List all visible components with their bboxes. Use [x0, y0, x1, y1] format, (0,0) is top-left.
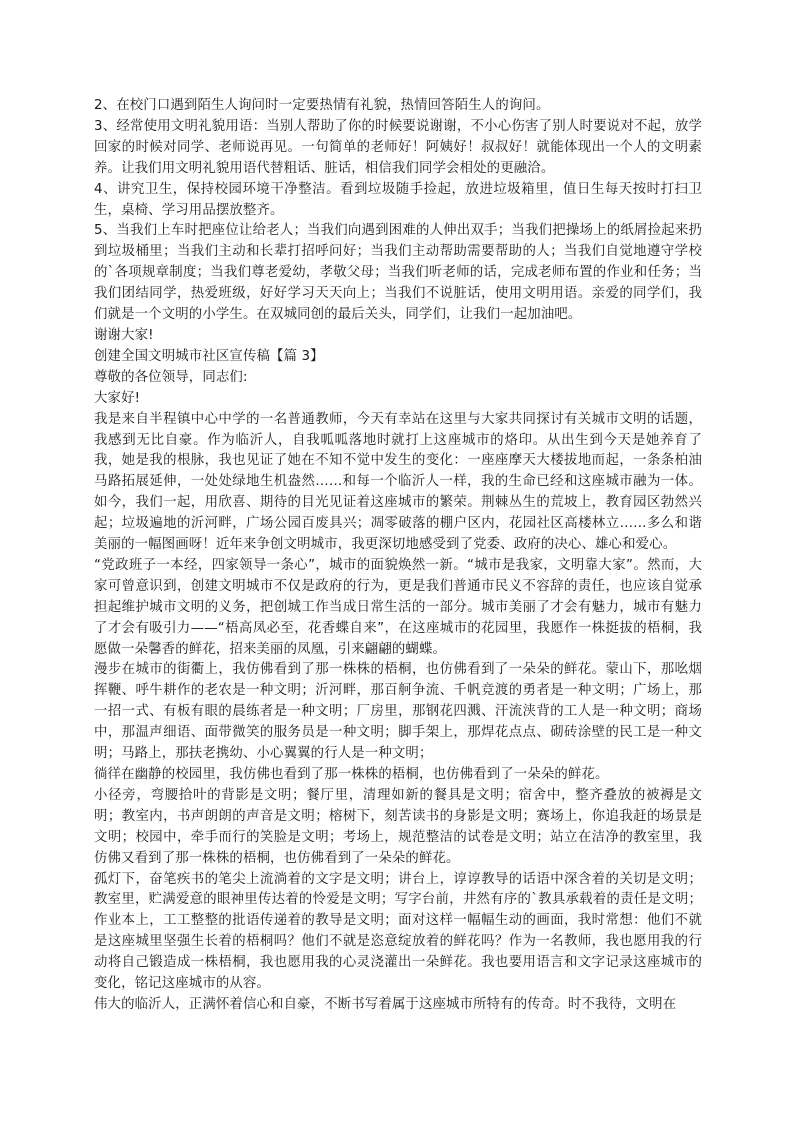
speech-paragraph: 小径旁，弯腰拾叶的背影是文明；餐厅里，清理如新的餐具是文明；宿舍中，整齐叠放的被褥是文明；教室内，书声朗朗的声音是文明；榕树下，刻苦读书的身影是文明；赛场上，你追我赶的场景是文明；校园中，牵手而行的笑脸是文明；考场上，规范整洁的试卷是文明；站立在洁净的教室里，我仿佛又看到了那一株株的梧桐，也仿佛看到了一朵朵的鲜花。	[94, 787, 702, 866]
speech-paragraph: 漫步在城市的街衢上，我仿佛看到了那一株株的梧桐，也仿佛看到了一朵朵的鲜花。蒙山下，那吆烟挥鞭、呼牛耕作的老农是一种文明；沂河畔，那百舸争流、千帆竞渡的勇者是一种文明；广场上，那一招一式、有板有眼的晨练者是一种文明；厂房里，那钢花四溅、汗流浃背的工人是一种文明；商场中，那温声细语、面带微笑的服务员是一种文明；脚手架上，那焊花点点、砌砖涂壁的民工是一种文明；马路上，那扶老携幼、小心翼翼的行人是一种文明；	[94, 662, 702, 762]
speech-intro-paragraph: 我是来自半程镇中心中学的一名普通教师，今天有幸站在这里与大家共同探讨有关城市文明的话题，我感到无比自豪。作为临沂人，自我呱呱落地时就打上这座城市的烙印。从出生到今天是她养育了我，她是我的根脉，我也见证了她在不知不觉中发生的变化：一座座摩天大楼拔地而起，一条条柏油马路拓展延伸，一处处绿地生机盎然……和每一个临沂人一样，我的生命已经和这座城市融为一体。如今，我们一起，用欣喜、期待的目光见证着这座城市的繁荣。荆棘丛生的荒坡上，教育园区勃然兴起；垃圾遍地的沂河畔，广场公园百废具兴；凋零破落的棚户区内，花园社区高楼林立……多么和谐美丽的一幅图画呀！近年来争创文明城市，我更深切地感受到了党委、政府的决心、雄心和爱心。	[94, 411, 702, 553]
greeting: 大家好!	[94, 390, 141, 406]
speech-paragraph: 孤灯下，奋笔疾书的笔尖上流淌着的文字是文明；讲台上，谆谆教导的话语中深含着的关切是文明；教室里，贮满爱意的眼神里传达着的怜爱是文明；写字台前，井然有序的`教具承载着的责任是文明；作业本上，工工整整的批语传递着的教导是文明；面对这样一幅幅生动的画面，我时常想：他们不就是这座城里坚强生长着的梧桐吗？他们不就是恣意绽放着的鲜花吗？作为一名教师，我也愿用我的行动将自己锻造成一株梧桐，我也愿用我的心灵浇灌出一朵鲜花。我也要用语言和文字记录这座城市的变化，铭记这座城市的从容。	[94, 871, 702, 992]
speech-paragraph: 徜徉在幽静的校园里，我仿佛也看到了那一株株的梧桐，也仿佛看到了一朵朵的鲜花。	[94, 767, 609, 782]
document-body	[94, 96, 702, 1016]
speech-paragraph: 伟大的临沂人，正满怀着信心和自豪，不断书写着属于这座城市所特有的传奇。时不我待，文明在	[94, 996, 677, 1012]
paragraph-item-2: 2、在校门口遇到陌生人询问时一定要热情有礼貌，热情回答陌生人的询问。	[94, 98, 550, 113]
section-title: 创建全国文明城市社区宣传稿【篇 3】	[94, 348, 324, 364]
speech-paragraph: “党政班子一本经，四家领导一条心”，城市的面貌焕然一新。“城市是我家，文明靠大家”。然而，大家可曾意识到，创建文明城市不仅是政府的行为，更是我们普通市民义不容辞的责任，也应该自觉承担起维护城市文明的义务，把创城工作当成日常生活的一部分。城市美丽了才会有魅力，城市有魅力了才会有吸引力——“梧高凤必至，花香蝶自来”，在这座城市的花园里，我愿作一株挺拔的梧桐，我愿做一朵馨香的鲜花，招来美丽的凤凰，引来翩翩的蝴蝶。	[94, 557, 702, 657]
paragraph-item-5: 5、当我们上车时把座位让给老人；当我们向遇到困难的人伸出双手；当我们把操场上的纸屑捡起来扔到垃圾桶里；当我们主动和长辈打招呼问好；当我们主动帮助需要帮助的人；当我们自觉地遵守学校的`各项规章制度；当我们尊老爱幼，孝敬父母；当我们听老师的话，完成老师布置的作业和任务；当我们团结同学，热爱班级，好好学习天天向上；当我们不说脏话，使用文明用语。亲爱的同学们，我们就是一个文明的小学生。在双城同创的最后关头，同学们，让我们一起加油吧。	[94, 223, 702, 323]
salutation: 尊敬的各位领导，同志们:	[94, 369, 248, 385]
paragraph-item-3: 3、经常使用文明礼貌用语：当别人帮助了你的时候要说谢谢，不小心伤害了别人时要说对不起，放学回家的时候对同学、老师说再见。一句简单的老师好！阿姨好！叔叔好！就能体现出一个人的文明素养。让我们用文明礼貌用语代替粗话、脏话，相信我们同学会相处的更融洽。	[94, 118, 702, 176]
closing-thanks: 谢谢大家!	[94, 327, 154, 343]
paragraph-item-4: 4、讲究卫生，保持校园环境干净整洁。看到垃圾随手捡起，放进垃圾箱里，值日生每天按时打扫卫生，桌椅、学习用品摆放整齐。	[94, 181, 702, 218]
